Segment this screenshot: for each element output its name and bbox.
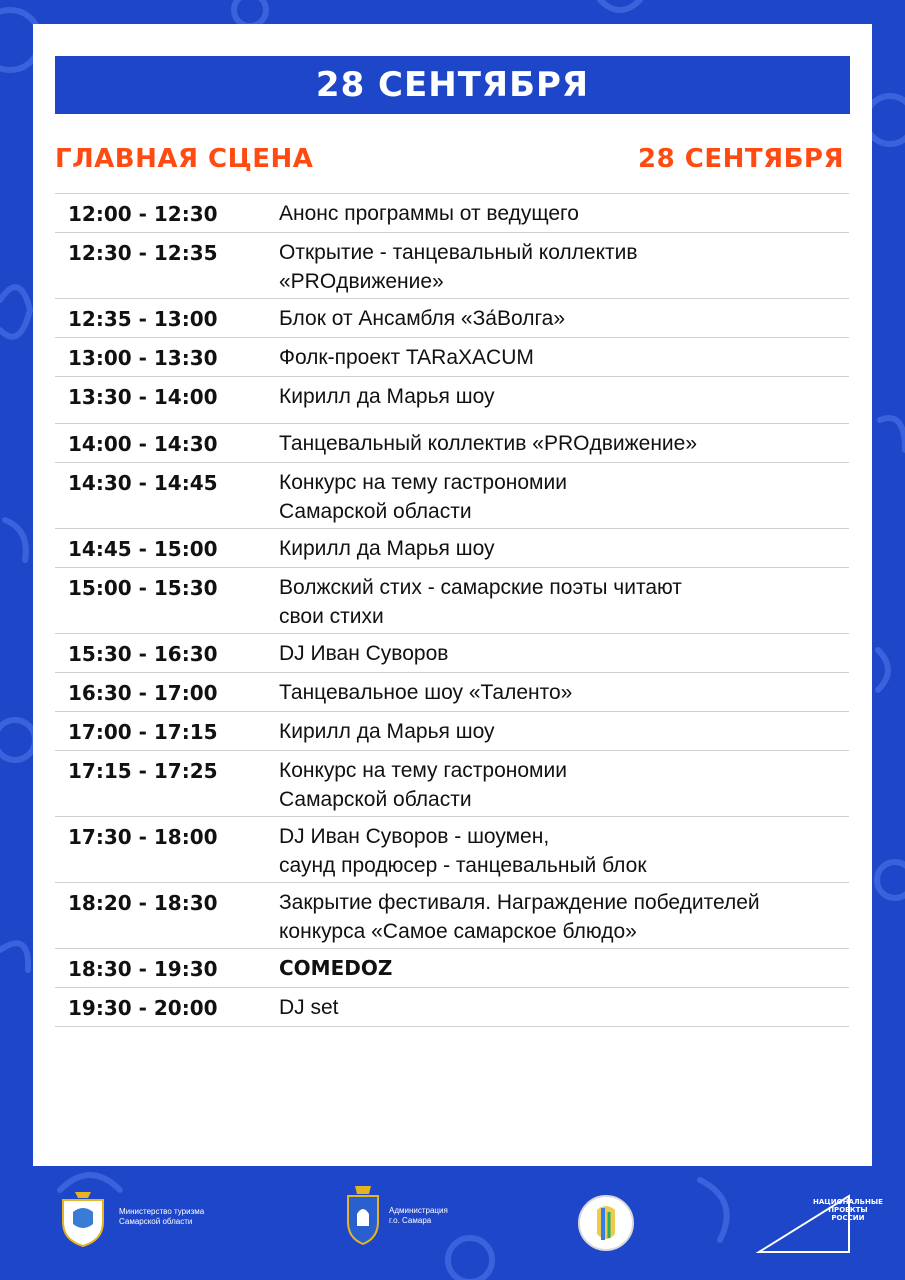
time-slot: 17:15 - 17:25 [68,759,218,783]
event-title: Кирилл да Марья шоу [279,385,495,408]
schedule-table [55,193,849,1027]
event-title: DJ Иван Суворов - шоумен, саунд продюсер - танцевальный блок [279,825,647,877]
event-title: DJ set [279,996,339,1019]
event-title: Конкурс на тему гастрономии Самарской области [279,471,567,523]
event-title: Кирилл да Марья шоу [279,720,495,743]
schedule-row [55,712,849,751]
schedule-row [55,338,849,377]
national-projects-text: НАЦИОНАЛЬНЫЕ ПРОЕКТЫ РОССИИ [813,1198,883,1222]
samara-region-coat-of-arms-icon [55,1186,111,1248]
footer-logos [0,1166,905,1280]
time-slot: 15:00 - 15:30 [68,576,218,600]
schedule-row [55,424,849,463]
schedule-row [55,883,849,949]
time-slot: 16:30 - 17:00 [68,681,218,705]
time-slot: 12:00 - 12:30 [68,202,218,226]
event-title: DJ Иван Суворов [279,642,449,665]
event-title: COMEDOZ [279,956,393,980]
event-title: Кирилл да Марья шоу [279,537,495,560]
time-slot: 13:00 - 13:30 [68,346,218,370]
time-slot: 15:30 - 16:30 [68,642,218,666]
time-slot: 13:30 - 14:00 [68,385,218,409]
schedule-row [55,568,849,634]
time-slot: 14:00 - 14:30 [68,432,218,456]
event-title: Открытие - танцевальный коллектив «PROдвижение» [279,241,638,293]
time-slot: 14:30 - 14:45 [68,471,218,495]
schedule-card [33,24,872,1166]
samarskaya-natsiya-emblem-icon [577,1194,635,1252]
event-title: Блок от Ансамбля «За́Волга» [279,307,566,330]
event-title: Анонс программы от ведущего [279,202,579,225]
time-slot: 17:00 - 17:15 [68,720,218,744]
time-slot: 18:20 - 18:30 [68,891,218,915]
date-label: 28 СЕНТЯБРЯ [638,144,844,174]
page-title-banner: 28 СЕНТЯБРЯ [55,56,850,114]
schedule-row [55,194,849,233]
administration-text: Администрация г.о. Самара [389,1206,448,1225]
event-title: Волжский стих - самарские поэты читают свои стихи [279,576,682,628]
ministry-text: Министерство туризма Самарской области [119,1207,205,1226]
samara-city-coat-of-arms-icon [345,1184,381,1248]
event-title: Конкурс на тему гастрономии Самарской области [279,759,567,811]
schedule-row [55,634,849,673]
administration-logo [345,1184,448,1248]
event-title: Танцевальное шоу «Таленто» [279,681,573,704]
schedule-row [55,751,849,817]
time-slot: 12:30 - 12:35 [68,241,218,265]
schedule-row [55,377,849,424]
time-slot: 19:30 - 20:00 [68,996,218,1020]
schedule-row [55,949,849,988]
event-title: Фолк-проект TARaXACUM [279,346,534,369]
schedule-row [55,463,849,529]
schedule-row [55,233,849,299]
time-slot: 12:35 - 13:00 [68,307,218,331]
event-title: Танцевальный коллектив «PROдвижение» [279,432,698,455]
time-slot: 17:30 - 18:00 [68,825,218,849]
time-slot: 18:30 - 19:30 [68,957,218,981]
schedule-row [55,673,849,712]
ministry-logo [55,1186,204,1248]
time-slot: 14:45 - 15:00 [68,537,218,561]
schedule-row [55,988,849,1027]
event-title: Закрытие фестиваля. Награждение победителей конкурса «Самое самарское блюдо» [279,891,760,943]
schedule-row [55,529,849,568]
stage-label: ГЛАВНАЯ СЦЕНА [55,144,314,174]
schedule-row [55,817,849,883]
national-projects-logo [755,1194,883,1254]
schedule-row [55,299,849,338]
